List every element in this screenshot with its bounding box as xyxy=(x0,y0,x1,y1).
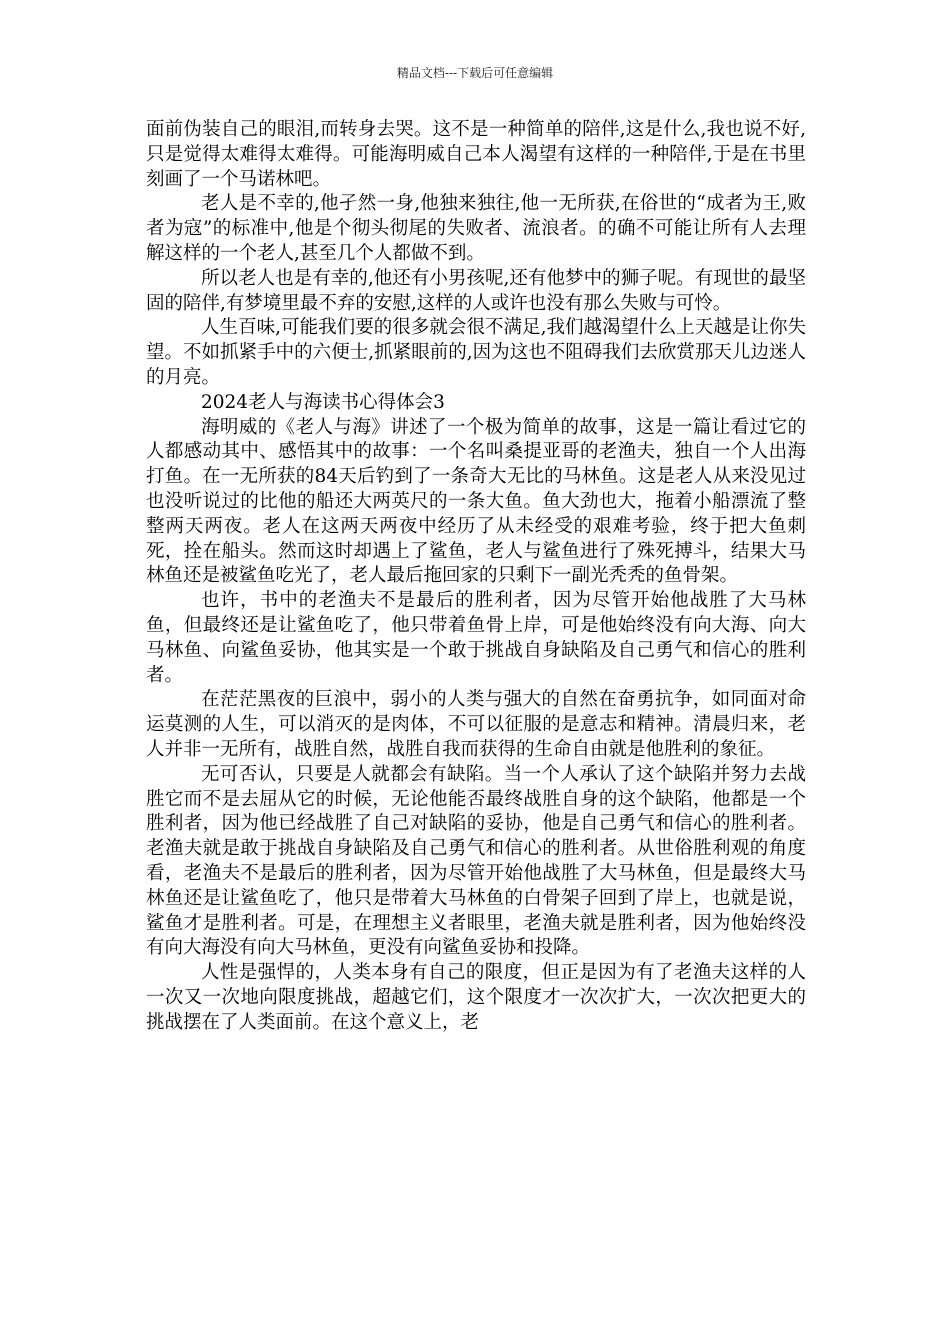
paragraph-2: 老人是不幸的,他孑然一身,他独来独往,他一无所获,在俗世的“成者为王,败者为寇”的标准中,他是个彻头彻尾的失败者、流浪者。的确不可能让所有人去理解这样的一个老人,甚至几个人都做不到。 xyxy=(146,193,806,264)
paragraph-3: 所以老人也是有幸的,他还有小男孩呢,还有他梦中的狮子呢。有现世的最坚固的陪伴,有梦境里最不弃的安慰,这样的人或许也没有那么失败与可怜。 xyxy=(146,267,806,314)
paragraph-1: 面前伪装自己的眼泪,而转身去哭。这不是一种简单的陪伴,这是什么,我也说不好,只是觉得太难得太难得。可能海明威自己本人渴望有这样的一种陪伴,于是在书里刻画了一个马诺林吧。 xyxy=(146,119,806,190)
page-header: 精品文档---下载后可任意编辑 xyxy=(396,66,554,80)
section-heading: 2024老人与海读书心得体会3 xyxy=(201,391,445,413)
paragraph-8: 无可否认，只要是人就都会有缺陷。当一个人承认了这个缺陷并努力去战胜它而不是去屈从它的时候，无论他能否最终战胜自身的这个缺陷，他都是一个胜利者，因为他已经战胜了自己对缺陷的妥协，他是自己勇气和信心的胜利者。老渔夫就是敢于挑战自身缺陷及自己勇气和信心的胜利者。从世俗胜利观的角度看，老渔夫不是最后的胜利者，因为尽管开始他战胜了大马林鱼，但是最终大马林鱼还是让鲨鱼吃了，他只是带着大马林鱼的白骨架子回到了岸上，也就是说，鲨鱼才是胜利者。可是，在理想主义者眼里，老渔夫就是胜利者，因为他始终没有向大海没有向大马林鱼，更没有向鲨鱼妥协和投降。 xyxy=(146,763,806,959)
paragraph-6: 也许，书中的老渔夫不是最后的胜利者，因为尽管开始他战胜了大马林鱼，但最终还是让鲨鱼吃了，他只带着鱼骨上岸，可是他始终没有向大海、向大马林鱼、向鲨鱼妥协，他其实是一个敢于挑战自身缺陷及自己勇气和信心的胜利者。 xyxy=(146,590,806,686)
paragraph-9: 人性是强悍的，人类本身有自己的限度，但正是因为有了老渔夫这样的人一次又一次地向限度挑战，超越它们，这个限度才一次次扩大，一次次把更大的挑战摆在了人类面前。在这个意义上，老 xyxy=(146,962,806,1033)
document-body xyxy=(146,118,806,1035)
paragraph-4: 人生百味,可能我们要的很多就会很不满足,我们越渴望什么上天越是让你失望。不如抓紧手中的六便士,抓紧眼前的,因为这也不阻碍我们去欣赏那天儿边迷人的月亮。 xyxy=(146,317,806,388)
paragraph-5: 海明威的《老人与海》讲述了一个极为简单的故事，这是一篇让看过它的人都感动其中、感悟其中的故事：一个名叫桑提亚哥的老渔夫，独自一个人出海打鱼。在一无所获的84天后钓到了一条奇大无比的马林鱼。这是老人从来没见过也没听说过的比他的船还大两英尺的一条大鱼。鱼大劲也大，拖着小船漂流了整整两天两夜。老人在这两天两夜中经历了从未经受的艰难考验，终于把大鱼刺死，拴在船头。然而这时却遇上了鲨鱼，老人与鲨鱼进行了殊死搏斗，结果大马林鱼还是被鲨鱼吃光了，老人最后拖回家的只剩下一副光秃秃的鱼骨架。 xyxy=(146,416,806,587)
paragraph-7: 在茫茫黑夜的巨浪中，弱小的人类与强大的自然在奋勇抗争，如同面对命运莫测的人生，可以消灭的是肉体，不可以征服的是意志和精神。清晨归来，老人并非一无所有，战胜自然，战胜自我而获得的生命自由就是他胜利的象征。 xyxy=(146,689,806,760)
